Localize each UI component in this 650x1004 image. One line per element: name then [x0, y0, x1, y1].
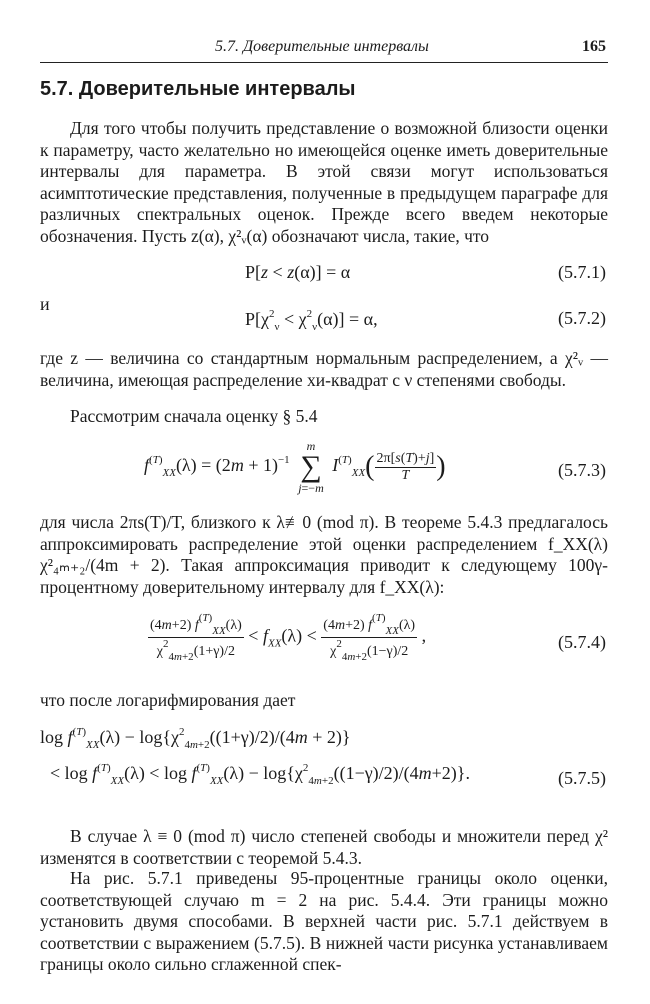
- equation-body: $f^{(T)}_{XX}(\lambda) = (2m + 1)^{-1}$ m ∑ j=−m $I^{(T)}_{XX}$( $\frac{2\pi[s(T)+j]}{T}$ ): [144, 439, 446, 495]
- running-header: [40, 30, 608, 63]
- paragraph-figure: На рис. 5.7.1 приведены 95-процентные границы около оценки, соответствующей случаю m = 2 на рис. 5.4.4. Эти границы можно установить двумя способами. В верхней части рис. 5.7.1 действуем в соответствии с выражением (5.7.5). В нижней части рисунка устанавливаем границы около сильно сглаженной спек-: [40, 868, 608, 975]
- equation-number: (5.7.1): [558, 262, 606, 282]
- equation-5-7-2: [40, 308, 608, 334]
- equation-5-7-4: [40, 612, 608, 684]
- paragraph-logarithm: что после логарифмирования дает: [40, 690, 296, 710]
- paragraph-case-zero: В случае λ ≡ 0 (mod π) число степеней свободы и множители перед χ² изменятся в соответствии с теоремой 5.4.3.: [40, 826, 608, 868]
- paragraph-approximation: для числа 2πs(T)/T, близкого к λ≢0 (mod π). В теореме 5.4.3 предлагалось аппроксимировать распределение этой оценки распределением f_XX(λ) χ²₄ₘ₊₂/(4m + 2). Такая аппроксимация приводит к следующему 100γ-процентному доверительному интервалу для f_XX(λ):: [40, 512, 608, 597]
- equation-body: P[z < z(α)] = α: [245, 262, 351, 282]
- sum-symbol: m ∑ j=−m: [298, 439, 324, 495]
- equation-body-line-2: < $\log f^{(T)}_{XX}(\lambda) < \log f^{(T)}_{XX}(\lambda) - \log\{\chi^2_{4m+2}((1-\gamma)/2)/(4m+2)\}$.: [50, 762, 470, 787]
- conjunction-and: и: [40, 294, 50, 314]
- fraction: $\frac{2\pi[s(T)+j]}{T}$: [376, 450, 435, 483]
- page-number: 165: [582, 38, 606, 55]
- section-title: 5.7. Доверительные интервалы: [40, 78, 356, 100]
- equation-body-line-1: $\log f^{(T)}_{XX}(\lambda) - \log\{\chi^2_{4m+2}((1+\gamma)/2)/(4m + 2)\}$: [40, 726, 351, 751]
- paragraph-definitions: где z — величина со стандартным нормальным распределением, а χ²ᵥ — величина, имеющая распределение хи-квадрат с ν степенями свободы.: [40, 348, 608, 390]
- equation-5-7-5: [40, 726, 608, 812]
- running-title: 5.7. Доверительные интервалы: [215, 38, 429, 55]
- equation-body: $\frac{(4m+2) f^{(T)}_{XX}(\lambda)}{\chi^2_{4m+2}(1+\gamma)/2}$ < $f_{XX}(\lambda)$ < $\frac{(4m+2) f^{(T)}_{XX}(\lambda)}{\chi^2_{4m+2}(1-\gamma)/2}$ ,: [150, 612, 427, 663]
- equation-number: (5.7.5): [558, 768, 606, 788]
- equation-5-7-3: [40, 440, 608, 506]
- fraction: $\frac{(4m+2) f^{(T)}_{XX}(\lambda)}{\chi^2_{4m+2}(1-\gamma)/2}$: [323, 612, 416, 663]
- equation-number: (5.7.4): [558, 632, 606, 652]
- equation-number: (5.7.2): [558, 308, 606, 328]
- equation-body: $P[\chi^2_\nu < \chi^2_\nu(\alpha)] = \alpha$,: [245, 308, 378, 333]
- fraction: $\frac{(4m+2) f^{(T)}_{XX}(\lambda)}{\chi^2_{4m+2}(1+\gamma)/2}$: [150, 612, 242, 663]
- equation-5-7-1: [40, 262, 608, 288]
- equation-number: (5.7.3): [558, 460, 606, 480]
- paragraph-intro: Для того чтобы получить представление о возможной близости оценки к параметру, часто желательно но имеющейся оценке иметь доверительные интервалы для параметра. В этой связи могут использоваться асимптотические представления, полученные в предыдущем параграфе для различных спектральных оценок. Прежде всего введем некоторые обозначения. Пусть z(α), χ²ᵥ(α) обозначают числа, такие, что: [40, 118, 608, 246]
- paragraph-consider: Рассмотрим сначала оценку § 5.4: [70, 406, 318, 426]
